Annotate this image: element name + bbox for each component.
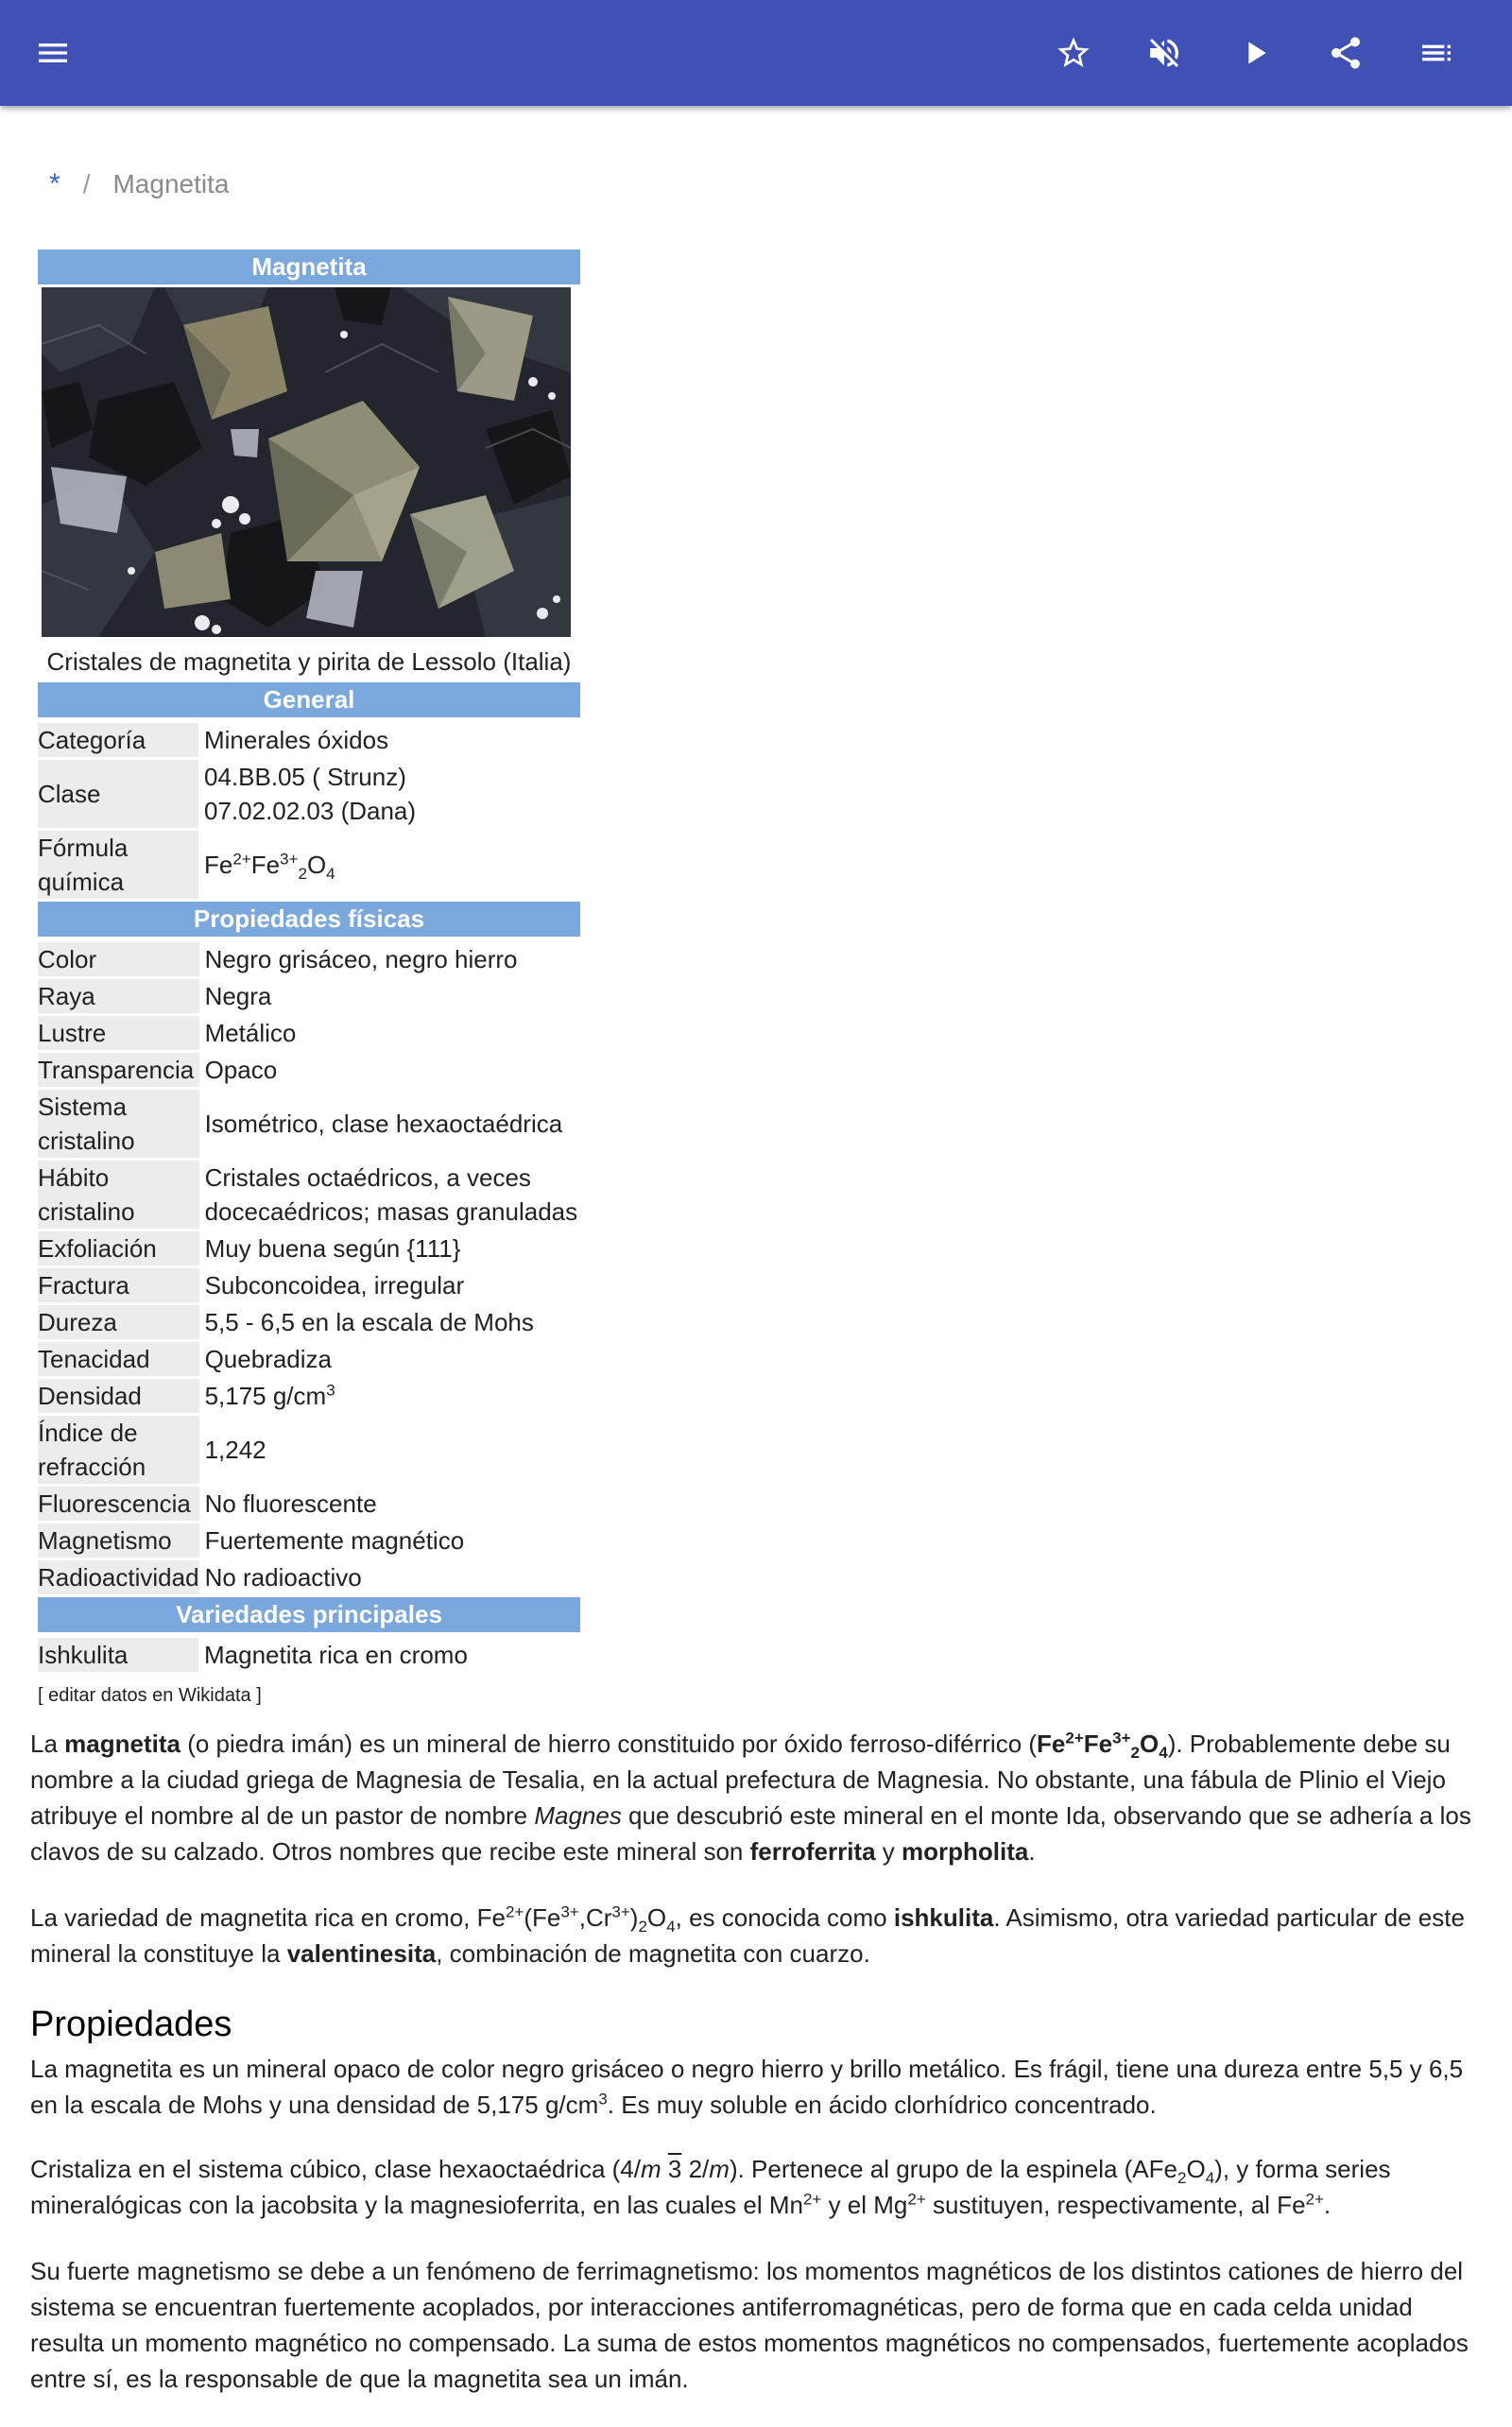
row-label: Radioactividad (38, 1560, 199, 1594)
crystal-paragraph: Cristaliza en el sistema cúbico, clase hexaoctaédrica (4/m 3 2/m). Pertenece al grupo de la espinela $(AFe_2O_4)$, y forma series mineralógicas con la jacobsita y la magnesioferrita, en las cuales el $Mn^{2+}$ y el $Mg^{2+}$ sustituyen, respectivamente, al $Fe^{2+}$. (30, 2155, 1391, 2219)
row-label: Color (38, 942, 199, 976)
row-label: Magnetismo (38, 1523, 199, 1558)
menu-icon[interactable] (23, 23, 83, 83)
row-label: Fractura (38, 1268, 199, 1302)
play-icon[interactable] (1225, 23, 1285, 83)
varieties-table (38, 1635, 580, 1675)
intro-paragraph: La magnetita (o piedra imán) es un mineral de hierro constituido por óxido ferroso-diférrico $(Fe^{2+}Fe^{3+}_2O_4)$. Probablemente debe su nombre a la ciudad griega de Magnesia de Tesalia, en la actual prefectura de Magnesia. No obstante, una fábula de Plinio el Viejo atribuye el nombre al de un pastor de nombre Magnes que descubrió este mineral en el monte Ida, observando que se adhería a los clavos de su calzado. Otros nombres que recibe este mineral son ferroferrita y morpholita. (30, 1729, 1471, 1866)
table-row (38, 979, 580, 1013)
row-value: Opaco (204, 1056, 278, 1084)
row-label: Densidad (38, 1379, 199, 1413)
row-label: Hábito cristalino (38, 1161, 199, 1229)
mineral-photo[interactable] (42, 287, 571, 637)
share-icon[interactable] (1315, 23, 1376, 83)
row-label: Fluorescencia (38, 1487, 199, 1521)
table-row (38, 1053, 580, 1087)
table-row (38, 1342, 580, 1376)
row-value: Quebradiza (204, 1345, 332, 1373)
row-value: 5,175 $g/cm^3$ (204, 1381, 335, 1410)
row-value: Isométrico, clase hexaoctaédrica (204, 1110, 563, 1138)
table-row (38, 1379, 580, 1413)
row-label: Transparencia (38, 1053, 199, 1087)
app-bar (0, 0, 1512, 106)
table-row (38, 1560, 580, 1594)
row-label: Tenacidad (38, 1342, 199, 1376)
row-label: Sistema cristalino (38, 1090, 199, 1158)
row-label: Dureza (38, 1305, 199, 1339)
table-row (38, 1016, 580, 1050)
row-label: Clase (38, 760, 198, 828)
table-row (38, 1231, 580, 1265)
row-value: Fuertemente magnético (204, 1526, 465, 1555)
row-label: Raya (38, 979, 199, 1013)
row-label: Fórmula química (38, 831, 198, 899)
chemical-formula: $Fe^{2+}Fe^{3+}_2O_4$ (204, 850, 335, 884)
row-value: Negro grisáceo, negro hierro (204, 945, 518, 973)
table-row (38, 760, 580, 828)
breadcrumb-home-link[interactable]: * (49, 168, 60, 199)
row-label: Índice de refracción (38, 1416, 199, 1484)
row-label: Categoría (38, 723, 198, 757)
variety-paragraph: La variedad de magnetita rica en cromo, $Fe^{2+}(Fe^{3+},Cr^{3+})_2O_4$, es conocida como ishkulita. Asimismo, otra variedad particular de este mineral la constituye la valentinesita, combinación de magnetita con cuarzo. (30, 1902, 1465, 1968)
section-header-variedades: Variedades principales (38, 1597, 580, 1632)
magnetism-paragraph: Su fuerte magnetismo se debe a un fenómeno de ferrimagnetismo: los momentos magnéticos de los distintos cationes de hierro del sistema se encuentran fuertemente acoplados, por interacciones antiferromagnéticas, pero de forma que en cada celda unidad resulta un momento magnético no compensado. La suma de estos momentos magnéticos no compensados, fuertemente acoplados entre sí, es la responsable de que la magnetita sea un imán. (30, 2257, 1469, 2393)
section-heading-propiedades: Propiedades (30, 2005, 232, 2044)
section-header-general: General (38, 682, 580, 717)
row-value: Negra (204, 982, 272, 1010)
star-icon[interactable] (1043, 23, 1104, 83)
properties-paragraph: La magnetita es un mineral opaco de color negro grisáceo o negro hierro y brillo metálico. Es frágil, tiene una dureza entre 5,5 y 6,5 en la escala de Mohs y una densidad de 5,175 $g/cm^3$. Es muy soluble en ácido clorhídrico concentrado. (30, 2055, 1464, 2119)
row-value: 5,5 - 6,5 en la escala de Mohs (204, 1308, 534, 1336)
row-label: Exfoliación (38, 1231, 199, 1265)
section-header-fisicas: Propiedades físicas (38, 902, 580, 937)
clase-dana: 07.02.02.03 (Dana) (204, 797, 417, 825)
row-value: No fluorescente (204, 1489, 377, 1518)
physical-properties-table (38, 939, 580, 1597)
row-value: Metálico (204, 1019, 297, 1047)
edit-wikidata-link[interactable]: [ editar datos en Wikidata ] (38, 1685, 262, 1706)
row-value: Subconcoidea, irregular (204, 1271, 465, 1300)
row-value: Muy buena según {111} (204, 1234, 461, 1263)
breadcrumb-current: Magnetita (112, 169, 230, 198)
table-row (38, 1523, 580, 1558)
table-row (38, 1305, 580, 1339)
toc-icon[interactable] (1406, 23, 1467, 83)
table-row (38, 1638, 580, 1672)
row-value: Cristales octaédricos, a veces docecaédricos; masas granuladas (204, 1163, 578, 1226)
table-row (38, 1268, 580, 1302)
row-value: 1,242 (204, 1436, 266, 1464)
table-row (38, 1416, 580, 1484)
volume-off-icon[interactable] (1134, 23, 1194, 83)
article-body (30, 1726, 1486, 2427)
row-value (198, 760, 580, 828)
infobox (38, 250, 580, 1713)
breadcrumb (49, 168, 229, 200)
table-row (38, 1487, 580, 1521)
table-row (38, 831, 580, 899)
clase-strunz: 04.BB.05 ( Strunz) (204, 763, 406, 791)
row-value: Magnetita rica en cromo (204, 1641, 468, 1669)
image-caption: Cristales de magnetita y pirita de Lessolo (Italia) (46, 647, 572, 676)
infobox-title: Magnetita (38, 250, 580, 284)
general-table (38, 720, 580, 902)
table-row (38, 1090, 580, 1158)
row-value: No radioactivo (204, 1563, 362, 1592)
table-row (38, 1161, 580, 1229)
row-label: Lustre (38, 1016, 199, 1050)
table-row (38, 942, 580, 976)
breadcrumb-separator: / (82, 169, 91, 198)
table-row (38, 723, 580, 757)
row-label: Ishkulita (38, 1638, 198, 1672)
row-value: Minerales óxidos (204, 726, 389, 754)
